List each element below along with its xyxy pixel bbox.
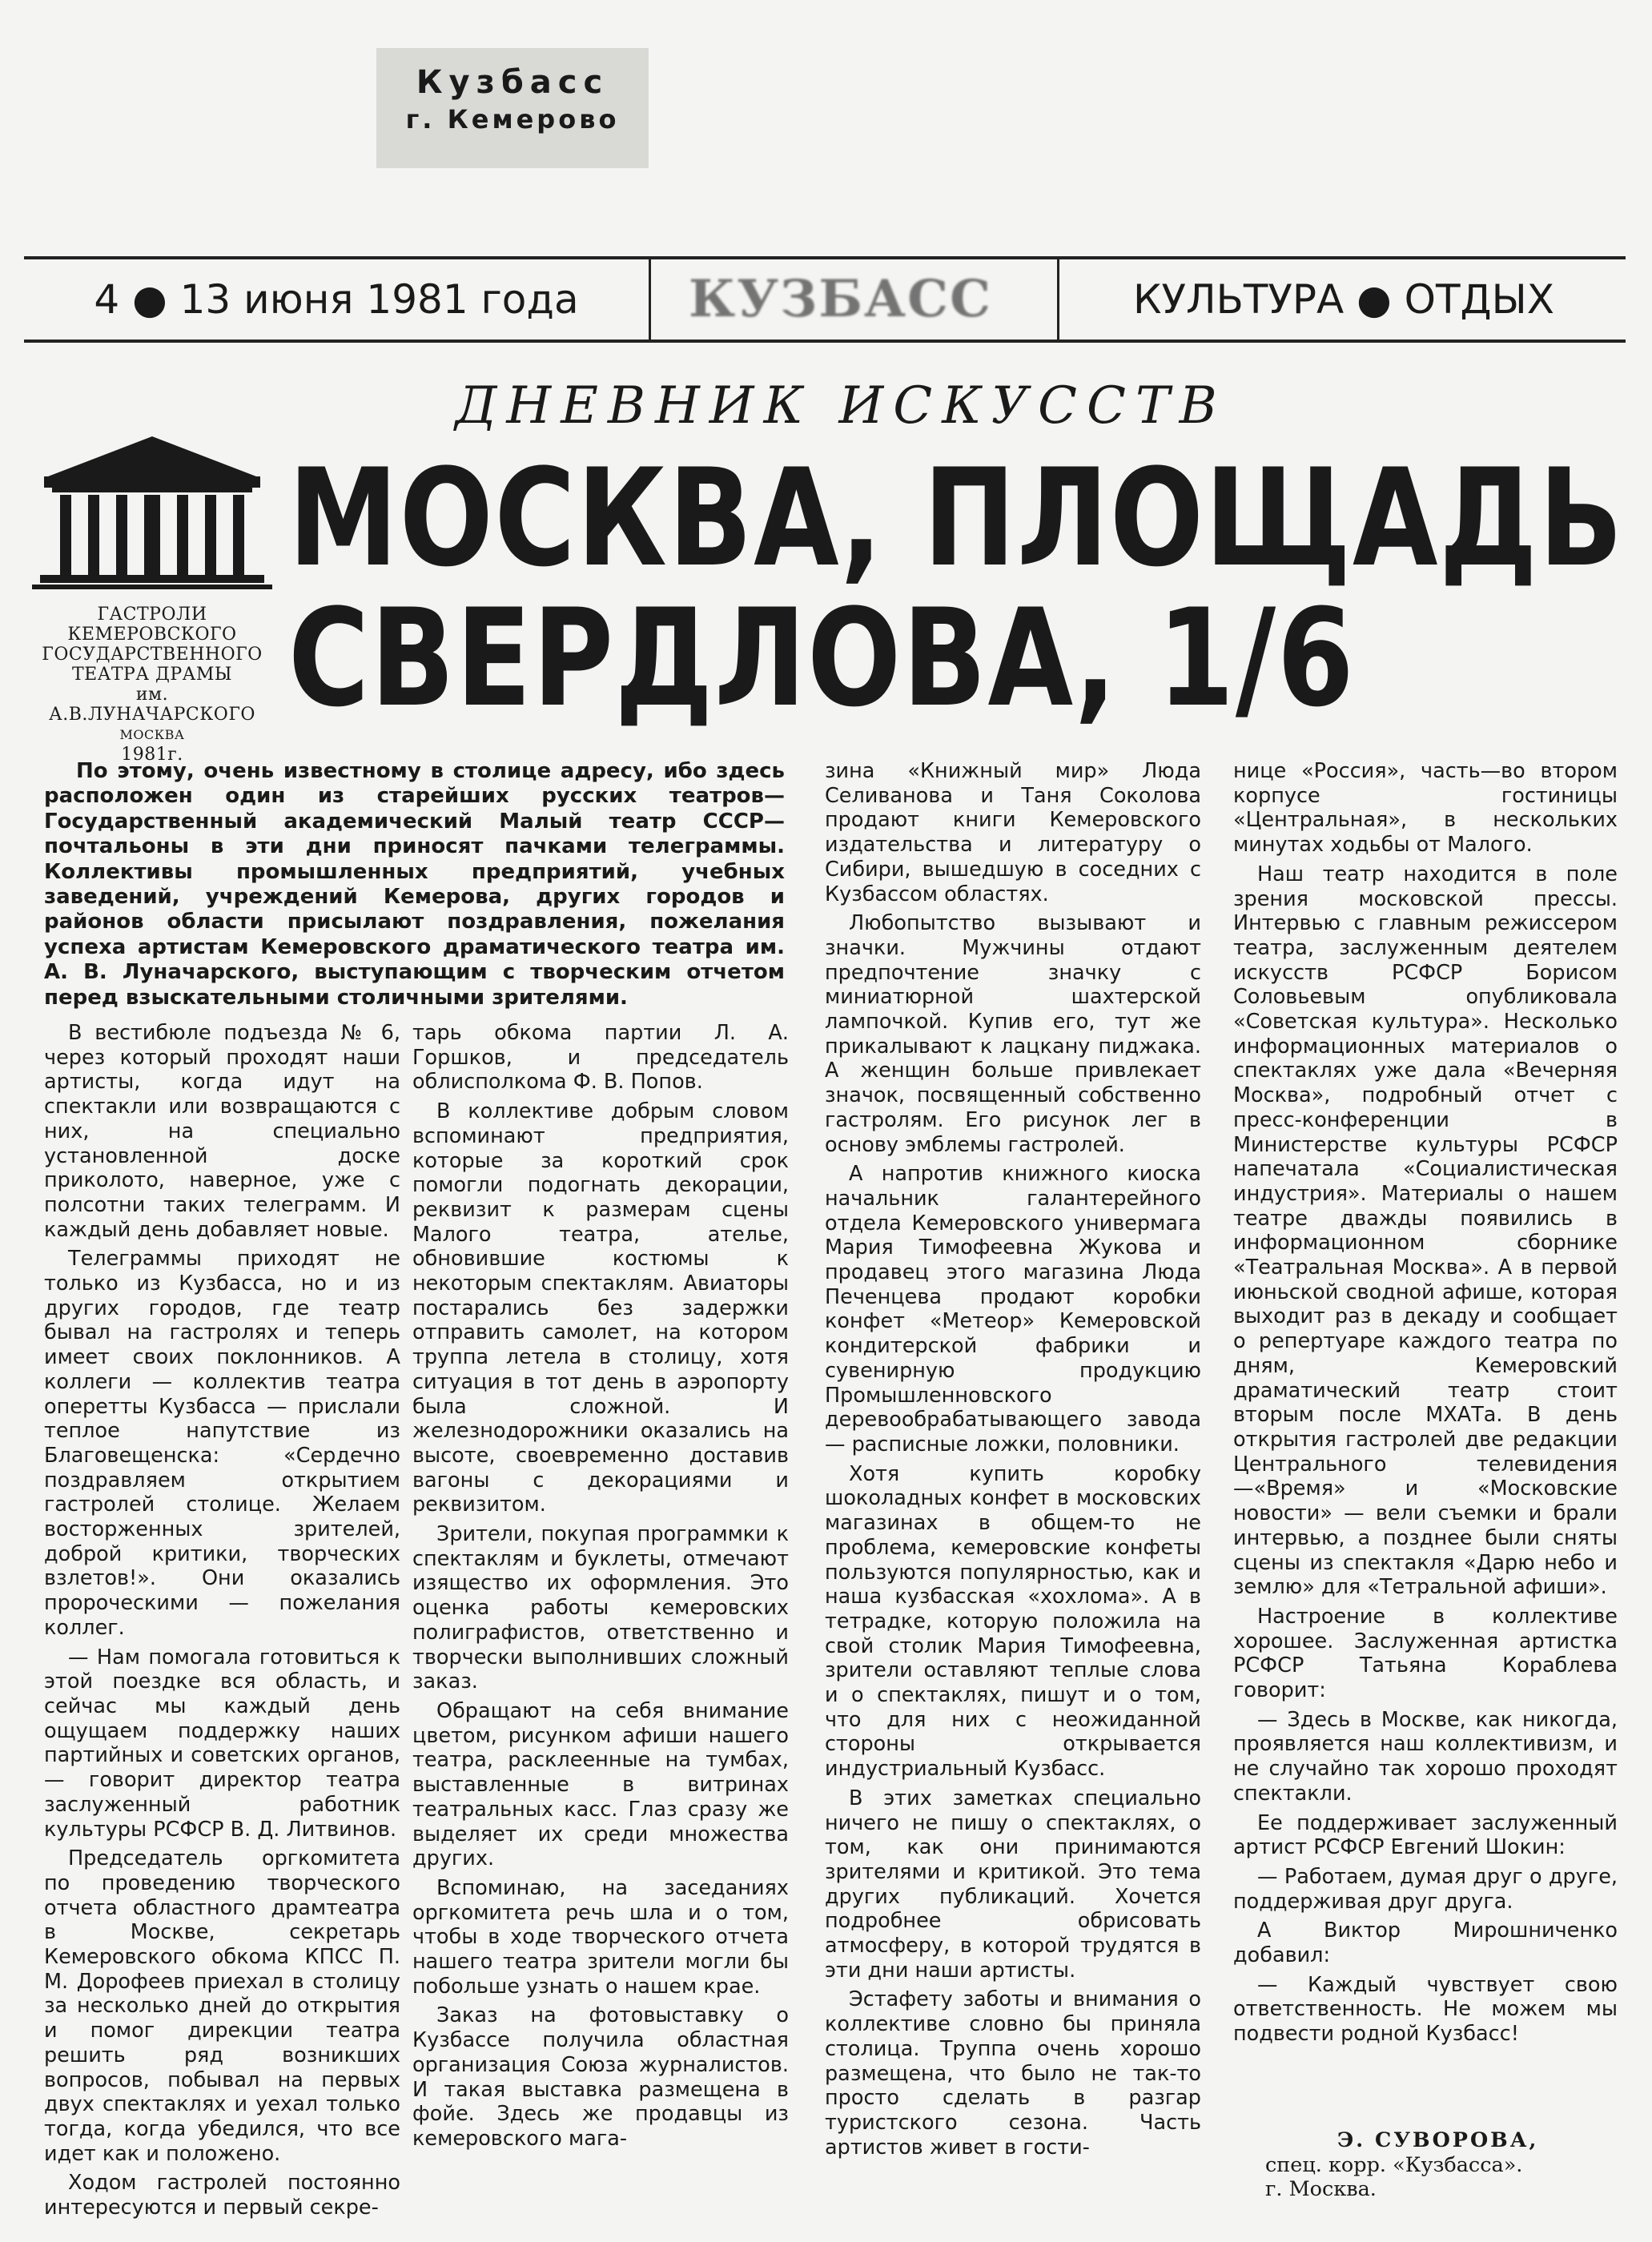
stamp-city: г. Кемерово	[405, 104, 620, 135]
article-headline	[288, 440, 1625, 737]
paragraph: В вестибюле подъезда № 6, через который проходят наши артисты, когда идут на спектакли или возвращаются с них, на специально установленной доске приколото, наверное, уже с полсотни таких телеграмм. И каждый день добавляет новые.	[44, 1021, 400, 1242]
paragraph: Любопытство вызывают и значки. Мужчины отдают предпочтение значку с миниатюрной шахтерской лампочкой. Купив его, тут же прикалывают к лацкану пиджака. А женщин больше привлекает значок, посвященный собственно гастролям. Его рисунок лег в основу эмблемы гастролей.	[825, 911, 1201, 1157]
article-column-4	[1233, 759, 1618, 2051]
article-column-2	[412, 1021, 789, 2156]
author-city: г. Москва.	[1265, 2177, 1377, 2202]
tour-line: ТЕАТРА ДРАМЫ	[71, 665, 233, 685]
paragraph: Хотя купить коробку шоколадных конфет в московских магазинах в общем-то не проблема, кемеровские конфеты пользуются популярностью, как и наша кузбасская «хохлома». А в тетрадке, которую положила на свой столик Мария Тимофеевна, зрители оставляют теплые слова и о спектаклях, пишут и о том, что для них с неожиданной стороны открывается индустриальный Кузбасс.	[825, 1461, 1201, 1782]
newspaper-masthead	[24, 256, 1626, 343]
tour-line: 1981г.	[121, 745, 183, 765]
article-lead: По этому, очень известному в столице адресу, ибо здесь расположен один из старейших русских театров—Государственный академический Малый театр СССР—почтальоны в эти дни приносят пачками телеграммы. Коллективы промышленных предприятий, учебных заведений, учреждений Кемерова, других городов и районов области присылают поздравления, пожелания успеха артистам Кемеровского драматического театра им. А. В. Луначарского, выступающим с творческим отчетом перед взыскательными столичными зрителями.	[44, 759, 785, 1010]
paragraph: Ее поддерживает заслуженный артист РСФСР Евгений Шокин:	[1233, 1810, 1618, 1860]
tour-line: ГАСТРОЛИ	[97, 605, 207, 625]
paragraph: А напротив книжного киоска начальник галантерейного отдела Кемеровского универмага Мария Тимофеевна Жукова и продавец этого магазина Люда Печенцева продают коробки конфет «Метеор» Кемеровской кондитерской фабрики и сувенирную продукцию Промышленновского деревообрабатывающего завода — расписные ложки, половники.	[825, 1162, 1201, 1456]
paragraph: нице «Россия», часть—во втором корпусе гостиницы «Центральная», в нескольких минутах ходьбы от Малого.	[1233, 759, 1618, 858]
issue-date: 4 ● 13 июня 1981 года	[24, 259, 651, 340]
paragraph: Настроение в коллективе хорошее. Заслуженная артистка РСФСР Татьяна Кораблева говорит:	[1233, 1604, 1618, 1703]
paragraph: Председатель оргкомитета по проведению творческого отчета областного драмтеатра в Москве, секретарь Кемеровского обкома КПСС П. М. Дорофеев приехал в столицу за несколько дней до открытия и помог дирекции театра решить ряд возникших вопросов, побывал на первых двух спектаклях и уехал только тогда, когда убедился, что все идет как и положено.	[44, 1846, 400, 2166]
paragraph: — Работаем, думая друг о друге, поддерживая друг друга.	[1233, 1864, 1618, 1914]
tour-line: КЕМЕРОВСКОГО	[67, 625, 237, 645]
author-name: Э. СУВОРОВА,	[1337, 2128, 1539, 2152]
tour-line: ГОСУДАРСТВЕННОГО	[42, 645, 263, 665]
author-signature	[1265, 2128, 1610, 2202]
paragraph: А Виктор Мирошниченко добавил:	[1233, 1919, 1618, 1968]
archive-stamp	[376, 48, 649, 168]
paragraph: Эстафету заботы и внимания о коллективе словно бы приняла столица. Труппа очень хорошо размещена, что было не так-то просто сделать в разгар туристского сезона. Часть артистов живет в гости-	[825, 1987, 1201, 2160]
paragraph: В этих заметках специально ничего не пишу о спектаклях, о том, как они принимаются зрителями и критикой. Это тема других публикаций. Хочется подробнее обрисовать атмосферу, в которой трудятся в эти дни наши артисты.	[825, 1786, 1201, 1983]
headline-line-1: МОСКВА, ПЛОЩАДЬ	[288, 440, 1625, 597]
theatre-building-icon	[32, 432, 272, 593]
column-subheading: ДНЕВНИК ИСКУССТВ	[455, 376, 1227, 436]
article-column-1	[44, 1021, 400, 2225]
tour-line: им. А.В.ЛУНАЧАРСКОГО	[49, 685, 255, 725]
paragraph: Ходом гастролей постоянно интересуются и первый секре-	[44, 2171, 400, 2220]
paragraph: — Здесь в Москве, как никогда, проявляется наш коллективизм, и не случайно так хорошо проходят спектакли.	[1233, 1707, 1618, 1806]
paragraph: Телеграммы приходят не только из Кузбасса, но и из других городов, где театр бывал на гастролях и теперь имеет своих поклонников. А коллеги — коллектив театра оперетты Кузбасса — прислали теплое напутствие из Благовещенска: «Сердечно поздравляем открытием гастролей столице. Желаем восторженных зрителей, доброй критики, творческих взлетов!». Они оказались пророческими — пожелания коллег.	[44, 1247, 400, 1640]
paragraph: — Нам помогала готовиться к этой поездке вся область, и сейчас мы каждый день ощущаем поддержку наших партийных и советских органов,— говорит директор театра заслуженный работник культуры РСФСР В. Д. Литвинов.	[44, 1645, 400, 1842]
article-column-3	[825, 759, 1201, 2164]
paragraph: Заказ на фотовыставку о Кузбассе получила областная организация Союза журналистов. И такая выставка размещена в фойе. Здесь же продавцы из кемеровского мага-	[412, 2003, 789, 2151]
paragraph: зина «Книжный мир» Люда Селиванова и Таня Соколова продают книги Кемеровского издательства и литературу о Сибири, вышедшую в соседних с Кузбассом областях.	[825, 759, 1201, 906]
stamp-newspaper-name: Кузбасс	[416, 64, 609, 101]
paragraph: Обращают на себя внимание цветом, рисунком афиши нашего театра, расклеенные на тумбах, выставленные в витринах театральных касс. Глаз сразу же выделяет их среди множества других.	[412, 1698, 789, 1871]
paragraph: — Каждый чувствует свою ответственность. Не можем мы подвести родной Кузбасс!	[1233, 1972, 1618, 2047]
newspaper-logo: КУЗБАСС	[689, 269, 992, 329]
paragraph: тарь обкома партии Л. А. Горшков, и председатель облисполкома Ф. В. Попов.	[412, 1021, 789, 1095]
author-position: спец. корр. «Кузбасса».	[1265, 2152, 1523, 2177]
paragraph: Наш театр находится в поле зрения московской прессы. Интервью с главным режиссером театра, заслуженным деятелем искусств РСФСР Борисом Соловьевым опубликовала «Советская культура». Несколько информационных материалов о спектаклях уже дала «Вечерняя Москва», подробный отчет с пресс-конференции в Министерстве культуры РСФСР напечатала «Социалистическая индустрия». Материалы о нашем театре дважды появились в информационном сборнике «Театральная Москва». А в первой июньской сводной афише, которая выходит раз в декаду и сообщает о репертуаре каждого театра по дням, Кемеровский драматический театр стоит вторым после МХАТа. В день открытия гастролей две редакции Центрального телевидения—«Время» и «Московские новости» — вели съемки и брали интервью, а позднее были сняты сцены из спектакля «Дарю небо и землю» для «Тетральной афиши».	[1233, 862, 1618, 1600]
tour-line: МОСКВА	[119, 727, 185, 742]
headline-line-2: СВЕРДЛОВА, 1/6	[288, 580, 1356, 737]
paragraph: Зрители, покупая программки к спектаклям и буклеты, отмечают изящество их оформления. Это оценка работы кемеровских полиграфистов, ответственно и творчески выполнивших сложный заказ.	[412, 1522, 789, 1694]
paragraph: В коллективе добрым словом вспоминают предприятия, которые за короткий срок помогли подогнать декорации, реквизит к размерам сцены Малого театра, ателье, обновившие костюмы к некоторым спектаклям. Авиаторы постарались без задержки отправить самолет, на котором труппа летела в столицу, хотя ситуация в тот день в аэропорту была сложной. И железнодорожники оказались на высоте, своевременно доставив вагоны с декорациями и реквизитом.	[412, 1099, 789, 1517]
tour-emblem-caption	[32, 605, 272, 765]
section-rubric: КУЛЬТУРА ● ОТДЫХ	[1057, 259, 1628, 340]
paragraph: Вспоминаю, на заседаниях оргкомитета речь шла и о том, чтобы в ходе творческого отчета нашего театра зрители могли бы побольше узнать о нашем крае.	[412, 1875, 789, 1999]
